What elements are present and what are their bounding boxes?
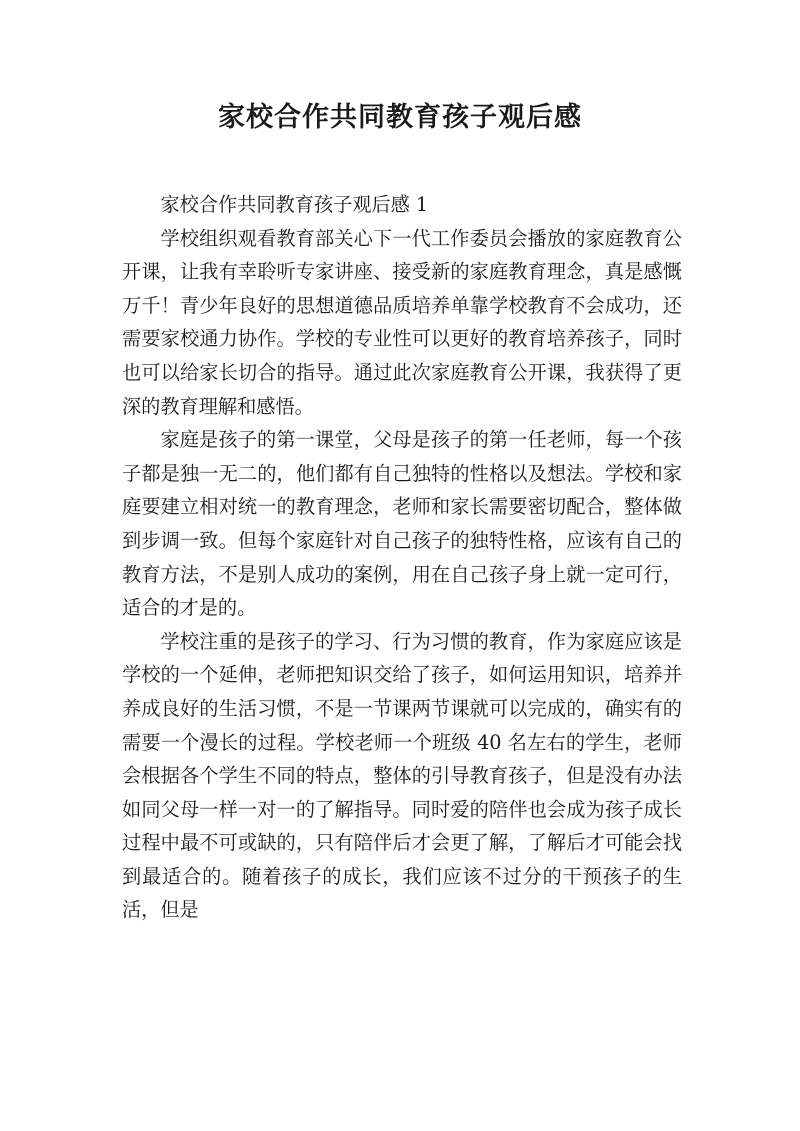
- document-title: 家校合作共同教育孩子观后感: [218, 102, 582, 133]
- document-body: [122, 188, 682, 927]
- paragraph-2: 家庭是孩子的第一课堂，父母是孩子的第一任老师，每一个孩子都是独一无二的，他们都有自己独特的性格以及想法。学校和家庭要建立相对统一的教育理念，老师和家长需要密切配合，整体做到步调一致。但每个家庭针对自己孩子的独特性格，应该有自己的教育方法，不是别人成功的案例，用在自己孩子身上就一定可行，适合的才是的。: [122, 428, 682, 620]
- paragraph-3: 学校注重的是孩子的学习、行为习惯的教育，作为家庭应该是学校的一个延伸，老师把知识交给了孩子，如何运用知识，培养并养成良好的生活习惯，不是一节课两节课就可以完成的，确实有的需要一个漫长的过程。学校老师一个班级 40 名左右的学生，老师会根据各个学生不同的特点，整体的引导教育孩子，但是没有办法如同父母一样一对一的了解指导。同时爱的陪伴也会成为孩子成长过程中最不可或缺的，只有陪伴后才会更了解，了解后才可能会找到最适合的。随着孩子的成长，我们应该不过分的干预孩子的生活，但是: [122, 629, 682, 922]
- paragraph-1: 学校组织观看教育部关心下一代工作委员会播放的家庭教育公开课，让我有幸聆听专家讲座、接受新的家庭教育理念，真是感慨万千！青少年良好的思想道德品质培养单靠学校教育不会成功，还需要家校通力协作。学校的专业性可以更好的教育培养孩子，同时也可以给家长切合的指导。通过此次家庭教育公开课，我获得了更深的教育理解和感悟。: [122, 226, 682, 418]
- section-heading: 家校合作共同教育孩子观后感 1: [160, 193, 429, 216]
